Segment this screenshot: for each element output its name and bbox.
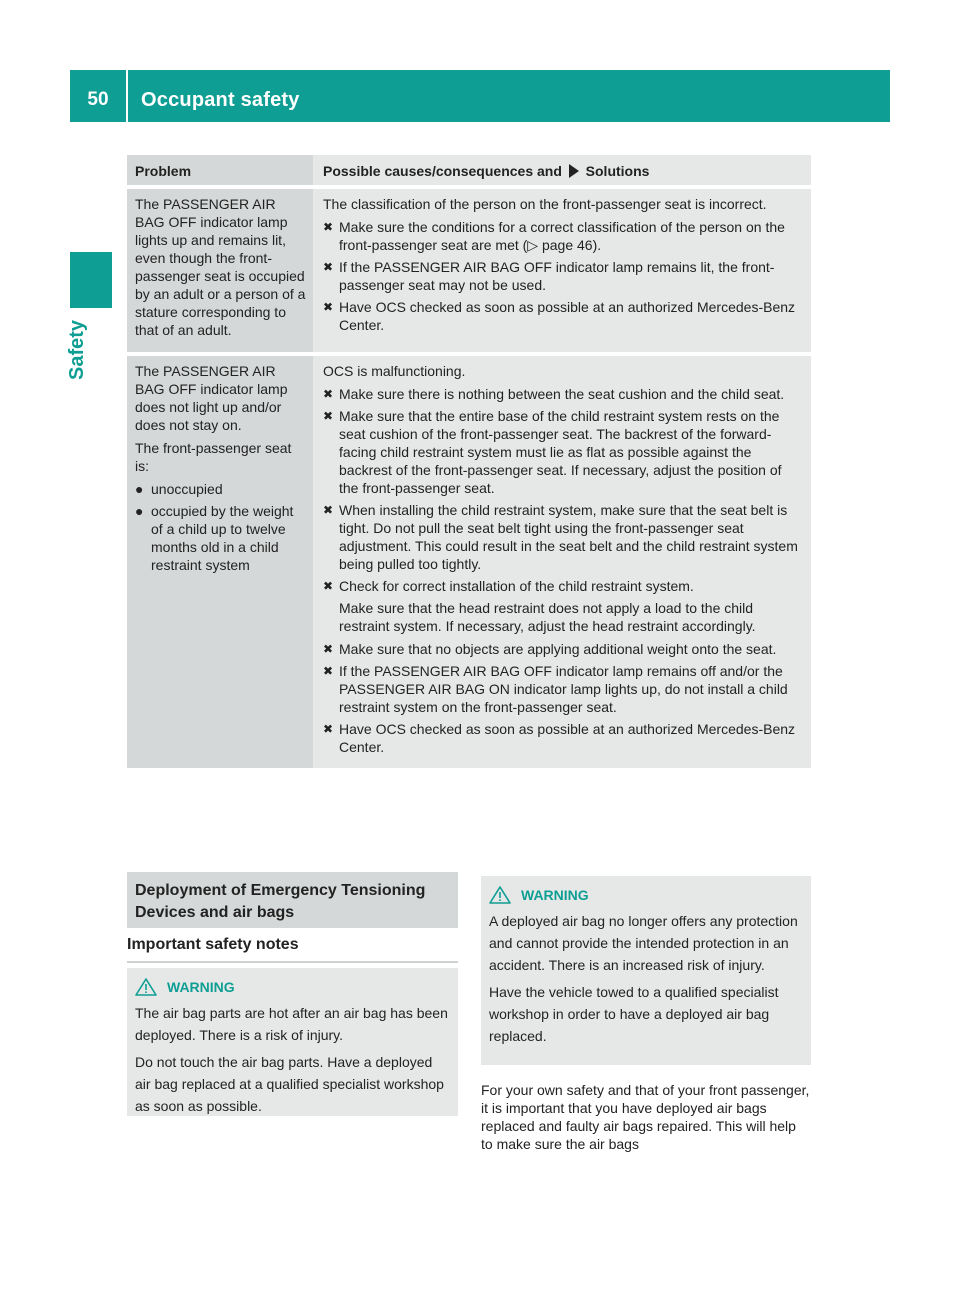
solution-step xyxy=(323,258,803,294)
solution-step xyxy=(323,385,803,403)
solution-note: Make sure that the head restraint does not apply a load to the child restraint system. If necessary, adjust the head restraint accordingly. xyxy=(339,600,756,634)
body-paragraph: For your own safety and that of your front passenger, it is important that you have deployed air bags replaced and faulty air bags repaired. This will help to make sure the air bags xyxy=(481,1082,810,1152)
warning-text: A deployed air bag no longer offers any protection and cannot provide the intended protection in an accident. There is an increased risk of injury. xyxy=(489,913,798,973)
side-tab-label xyxy=(66,310,116,390)
step-marker-icon: ✖ xyxy=(323,664,334,678)
step-marker-icon: ✖ xyxy=(323,409,334,423)
list-item-text: occupied by the weight of a child up to twelve months old in a child restraint system xyxy=(151,503,294,573)
list-item-text: unoccupied xyxy=(151,481,223,497)
step-marker-icon: ✖ xyxy=(323,300,334,314)
problem-text: The PASSENGER AIR BAG OFF indicator lamp lights up and remains lit, even though the front-passenger seat is occupied by an adult or a person of a stature corresponding to that of an adult. xyxy=(135,196,306,338)
warning-title-text: WARNING xyxy=(167,979,235,995)
step-marker-icon: ✖ xyxy=(323,722,334,736)
list-item xyxy=(135,480,307,498)
table-header-row xyxy=(127,155,811,185)
solution-text: Have OCS checked as soon as possible at an authorized Mercedes-Benz Center. xyxy=(339,299,796,333)
page-title: Occupant safety xyxy=(141,89,300,111)
column-header-solutions-suffix: Solutions xyxy=(585,163,650,179)
side-tab-text: Safety xyxy=(66,319,88,380)
bullet-icon: ● xyxy=(135,481,144,497)
solution-text: Make sure that the entire base of the child restraint system rests on the seat cushion of the front-passenger seat. The backrest of the forward-facing child restraint system must lie as flat as possible against the backrest of the front-passenger seat. If necessary, adjust the position of the front-passenger seat. xyxy=(339,408,782,496)
warning-box-left xyxy=(127,968,458,1116)
solution-step xyxy=(323,720,803,756)
warning-text: Do not touch the air bag parts. Have a deployed air bag replaced at a qualified specialist workshop as soon as possible. xyxy=(135,1054,444,1114)
warning-triangle-icon xyxy=(135,978,157,996)
solution-text: Check for correct installation of the child restraint system. xyxy=(339,578,694,594)
page-number: 50 xyxy=(87,89,109,110)
solution-text: If the PASSENGER AIR BAG OFF indicator lamp remains off and/or the PASSENGER AIR BAG ON indicator lamp lights up, do not install a child restraint system on the front-passenger seat. xyxy=(339,663,788,715)
warning-triangle-icon xyxy=(489,886,511,904)
table-row xyxy=(127,356,811,768)
solution-text: If the PASSENGER AIR BAG OFF indicator lamp remains lit, the front-passenger seat may not be used. xyxy=(339,259,775,293)
solution-text: Make sure the conditions for a correct classification of the person on the front-passenger seat are met (▷ page 46). xyxy=(339,219,785,253)
column-header-solutions-text: Possible causes/consequences and xyxy=(323,163,562,179)
header-divider xyxy=(126,70,128,122)
warning-box-right xyxy=(481,876,811,1065)
subsection-rule xyxy=(127,961,458,963)
problem-text: The PASSENGER AIR BAG OFF indicator lamp does not light up and/or does not stay on. xyxy=(135,363,288,433)
column-header-solutions xyxy=(313,155,811,185)
table-row xyxy=(127,189,811,352)
solution-step xyxy=(323,501,803,573)
arrow-right-icon xyxy=(568,164,580,182)
solution-step xyxy=(323,218,803,254)
cause-text: The classification of the person on the front-passenger seat is incorrect. xyxy=(323,196,767,212)
bullet-icon: ● xyxy=(135,503,144,519)
solutions-cell xyxy=(313,189,811,352)
solution-step xyxy=(323,662,803,716)
problem-seat-text: The front-passenger seat is: xyxy=(135,440,292,474)
solutions-cell xyxy=(313,356,811,768)
list-item xyxy=(135,502,307,574)
problem-cell xyxy=(127,356,313,768)
step-marker-icon: ✖ xyxy=(323,260,334,274)
solution-step xyxy=(323,407,803,497)
cause-text: OCS is malfunctioning. xyxy=(323,363,466,379)
solution-text: Make sure that no objects are applying additional weight onto the seat. xyxy=(339,641,777,657)
troubleshooting-table xyxy=(127,155,811,768)
warning-title-text: WARNING xyxy=(521,887,589,903)
warning-text: Have the vehicle towed to a qualified specialist workshop in order to have a deployed air bag replaced. xyxy=(489,984,779,1044)
step-marker-icon: ✖ xyxy=(323,503,334,517)
subsection-heading: Important safety notes xyxy=(127,936,299,953)
step-marker-icon: ✖ xyxy=(323,579,334,593)
step-marker-icon: ✖ xyxy=(323,220,334,234)
step-marker-icon: ✖ xyxy=(323,387,334,401)
solution-text: Have OCS checked as soon as possible at an authorized Mercedes-Benz Center. xyxy=(339,721,796,755)
warning-title xyxy=(135,976,450,998)
warning-text: The air bag parts are hot after an air bag has been deployed. There is a risk of injury. xyxy=(135,1005,448,1043)
warning-title xyxy=(489,884,803,906)
section-heading: Deployment of Emergency Tensioning Devices and air bags xyxy=(127,872,458,928)
solution-text: Make sure there is nothing between the seat cushion and the child seat. xyxy=(339,386,785,402)
problem-cell xyxy=(127,189,313,352)
solution-step xyxy=(323,640,803,658)
solution-step xyxy=(323,298,803,334)
step-marker-icon: ✖ xyxy=(323,642,334,656)
column-header-problem: Problem xyxy=(127,155,313,185)
solution-text: When installing the child restraint system, make sure that the seat belt is tight. Do not pull the seat belt tight using the front-passenger seat adjustment. This could result in the seat belt and the child restraint system being pulled too tightly. xyxy=(339,502,798,572)
solution-step xyxy=(323,577,803,595)
